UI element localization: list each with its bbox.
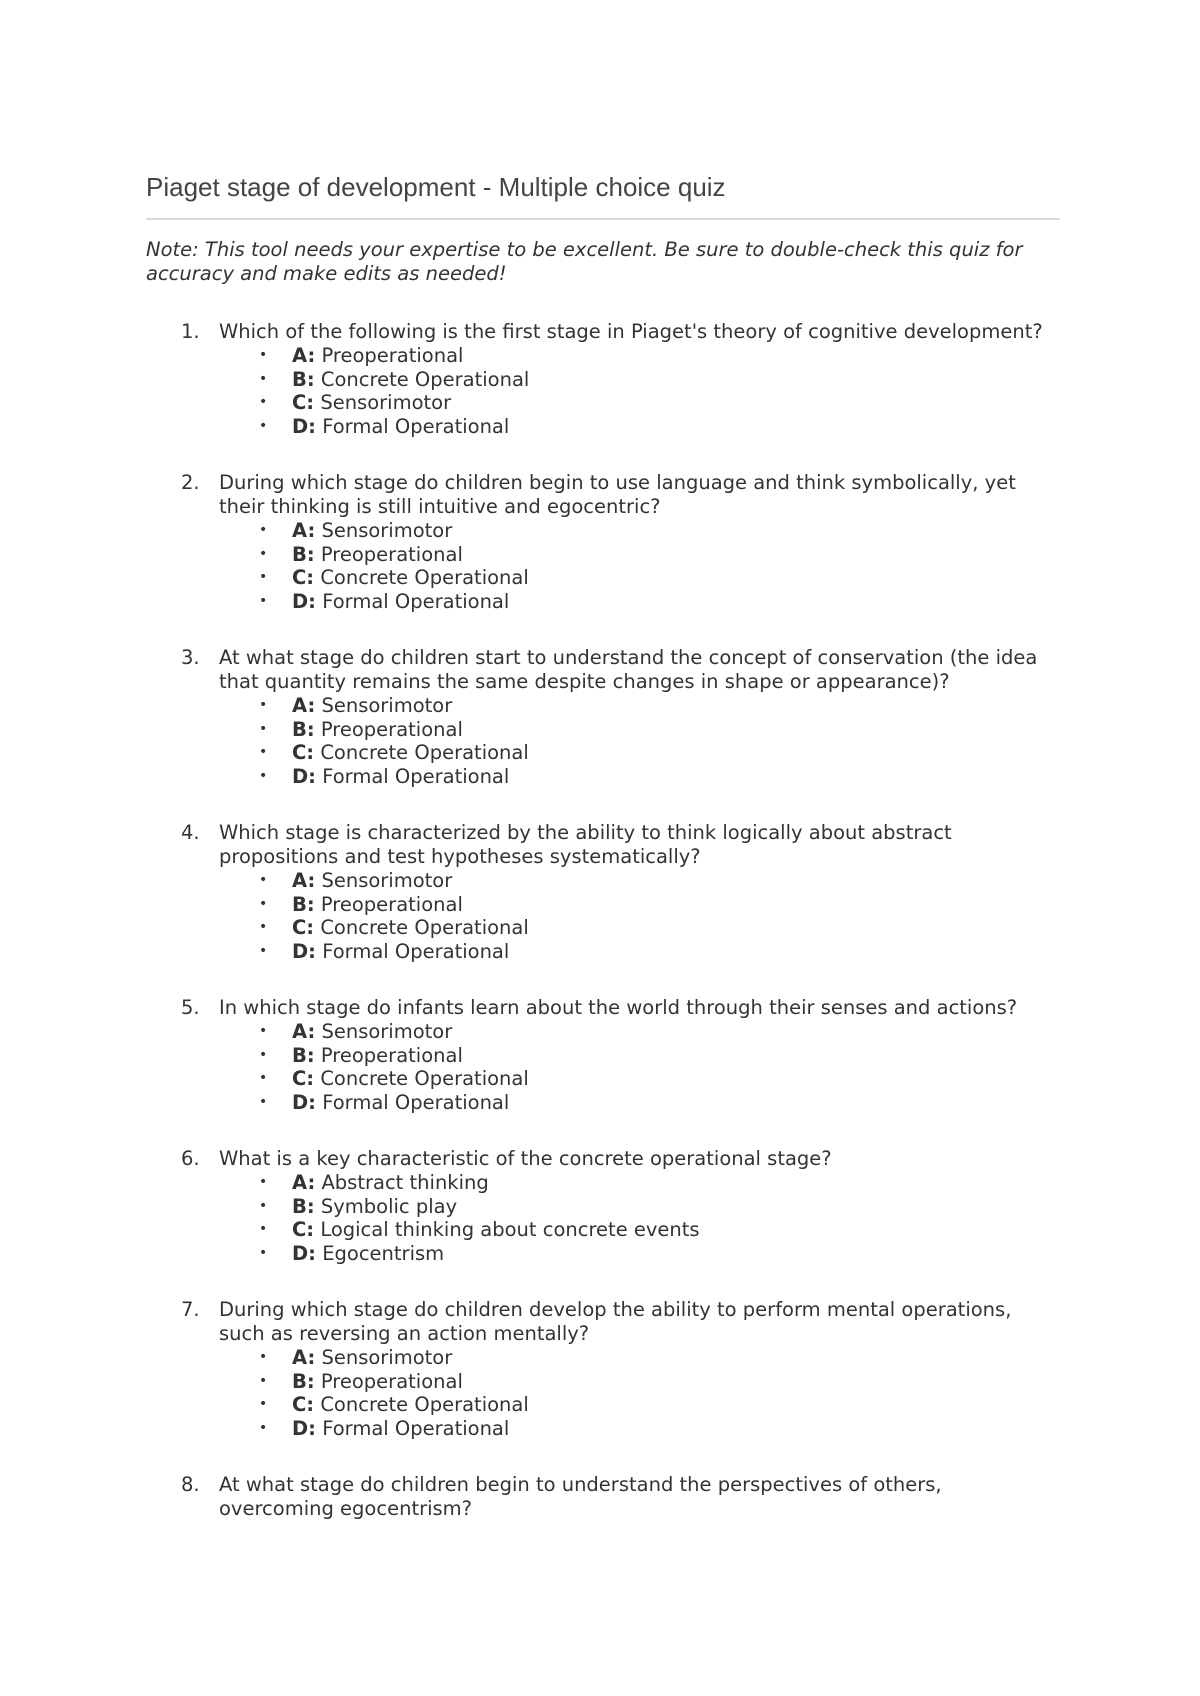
bullet-icon: • xyxy=(259,1093,268,1110)
answer-option xyxy=(219,1218,1060,1242)
bullet-icon: • xyxy=(259,1070,268,1086)
question-text: During which stage do children begin to use language and think symbolically, yet their thinking is still intuitive and egocentric? xyxy=(219,471,1016,518)
question-number: 8. xyxy=(181,1473,200,1496)
bullet-icon: • xyxy=(259,872,268,888)
question-item xyxy=(146,1298,1060,1440)
question-number: 1. xyxy=(181,320,200,343)
option-letter: C: xyxy=(292,391,315,414)
answer-option xyxy=(219,940,1060,964)
option-letter: B: xyxy=(292,542,315,566)
option-text: Sensorimotor xyxy=(321,519,453,542)
option-letter: B: xyxy=(292,1369,315,1393)
option-letter: C: xyxy=(292,1393,315,1416)
bullet-icon: • xyxy=(259,942,268,959)
option-text: Formal Operational xyxy=(322,414,510,438)
question-item xyxy=(146,1147,1060,1265)
option-letter: C: xyxy=(292,741,315,764)
answer-option xyxy=(219,1393,1060,1417)
answer-option xyxy=(219,415,1060,439)
bullet-icon: • xyxy=(259,1244,268,1261)
option-text: Formal Operational xyxy=(322,764,510,788)
page-title: Piaget stage of development - Multiple choice quiz xyxy=(146,170,1060,220)
bullet-icon: • xyxy=(259,1221,268,1237)
option-list xyxy=(219,1020,1060,1114)
bullet-icon: • xyxy=(259,522,268,538)
answer-option xyxy=(219,765,1060,789)
option-list xyxy=(219,344,1060,438)
option-letter: D: xyxy=(292,414,316,438)
bullet-icon: • xyxy=(259,347,268,363)
answer-option xyxy=(219,344,1060,368)
option-text: Formal Operational xyxy=(322,1416,510,1440)
option-text: Concrete Operational xyxy=(320,1067,529,1090)
question-item xyxy=(146,996,1060,1114)
option-text: Formal Operational xyxy=(322,939,510,963)
question-text: What is a key characteristic of the concrete operational stage? xyxy=(219,1147,832,1170)
answer-option xyxy=(219,1370,1060,1394)
answer-option xyxy=(219,916,1060,940)
answer-option xyxy=(219,1171,1060,1195)
question-number: 7. xyxy=(181,1298,200,1321)
answer-option xyxy=(219,519,1060,543)
question-text: During which stage do children develop the ability to perform mental operations, such as reversing an action mentally? xyxy=(219,1298,1012,1345)
option-letter: C: xyxy=(292,1067,315,1090)
bullet-icon: • xyxy=(259,697,268,713)
bullet-icon: • xyxy=(259,720,268,737)
option-text: Preoperational xyxy=(320,542,463,566)
option-text: Egocentrism xyxy=(322,1241,445,1265)
option-letter: B: xyxy=(292,1194,315,1218)
question-number: 3. xyxy=(181,646,200,669)
bullet-icon: • xyxy=(259,1349,268,1365)
answer-option xyxy=(219,1346,1060,1370)
answer-option xyxy=(219,1242,1060,1266)
option-letter: C: xyxy=(292,916,315,939)
question-text: Which stage is characterized by the ability to think logically about abstract propositions and test hypotheses systematically? xyxy=(219,821,952,868)
bullet-icon: • xyxy=(259,1023,268,1039)
question-item xyxy=(146,1473,1060,1521)
bullet-icon: • xyxy=(259,1197,268,1214)
question-number: 6. xyxy=(181,1147,200,1170)
document-page xyxy=(146,170,1060,1554)
option-letter: D: xyxy=(292,764,316,788)
option-text: Sensorimotor xyxy=(321,694,453,717)
bullet-icon: • xyxy=(259,569,268,585)
option-text: Preoperational xyxy=(320,1369,463,1393)
option-list xyxy=(219,1171,1060,1265)
question-number: 5. xyxy=(181,996,200,1019)
question-number: 4. xyxy=(181,821,200,844)
bullet-icon: • xyxy=(259,1174,268,1190)
option-text: Abstract thinking xyxy=(321,1171,489,1194)
option-text: Sensorimotor xyxy=(321,1346,453,1369)
option-text: Concrete Operational xyxy=(320,741,529,764)
answer-option xyxy=(219,1417,1060,1441)
option-letter: C: xyxy=(292,566,315,589)
answer-option xyxy=(219,566,1060,590)
option-list xyxy=(219,519,1060,613)
answer-option xyxy=(219,718,1060,742)
option-text: Sensorimotor xyxy=(321,869,453,892)
option-text: Preoperational xyxy=(320,892,463,916)
answer-option xyxy=(219,391,1060,415)
option-letter: B: xyxy=(292,367,315,391)
option-text: Preoperational xyxy=(320,717,463,741)
question-text: At what stage do children start to understand the concept of conservation (the idea that quantity remains the same despite changes in shape or appearance)? xyxy=(219,646,1038,693)
note-text: Note: This tool needs your expertise to be excellent. Be sure to double-check this quiz for accuracy and make edits as needed! xyxy=(146,238,1023,285)
option-letter: A: xyxy=(292,1171,316,1194)
option-letter: D: xyxy=(292,589,316,613)
bullet-icon: • xyxy=(259,592,268,609)
question-number: 2. xyxy=(181,471,200,494)
bullet-icon: • xyxy=(259,919,268,935)
option-letter: A: xyxy=(292,1346,316,1369)
question-item xyxy=(146,471,1060,613)
question-text: In which stage do infants learn about the world through their senses and actions? xyxy=(219,996,1018,1019)
option-list xyxy=(219,869,1060,963)
bullet-icon: • xyxy=(259,394,268,410)
option-text: Logical thinking about concrete events xyxy=(320,1218,700,1241)
option-text: Concrete Operational xyxy=(320,1393,529,1416)
option-letter: A: xyxy=(292,869,316,892)
question-item xyxy=(146,646,1060,788)
bullet-icon: • xyxy=(259,370,268,387)
option-text: Concrete Operational xyxy=(320,367,530,391)
bullet-icon: • xyxy=(259,895,268,912)
answer-option xyxy=(219,741,1060,765)
question-item xyxy=(146,821,1060,963)
option-letter: B: xyxy=(292,717,315,741)
answer-option xyxy=(219,1067,1060,1091)
answer-option xyxy=(219,1091,1060,1115)
option-text: Symbolic play xyxy=(320,1194,458,1218)
answer-option xyxy=(219,368,1060,392)
option-text: Formal Operational xyxy=(322,1090,510,1114)
answer-option xyxy=(219,1195,1060,1219)
answer-option xyxy=(219,694,1060,718)
option-letter: B: xyxy=(292,892,315,916)
bullet-icon: • xyxy=(259,1396,268,1412)
option-letter: A: xyxy=(292,1020,316,1043)
bullet-icon: • xyxy=(259,1419,268,1436)
question-text: At what stage do children begin to understand the perspectives of others, overcoming egocentrism? xyxy=(219,1473,942,1520)
bullet-icon: • xyxy=(259,744,268,760)
answer-option xyxy=(219,1020,1060,1044)
option-letter: D: xyxy=(292,939,316,963)
bullet-icon: • xyxy=(259,767,268,784)
question-item xyxy=(146,320,1060,438)
option-text: Sensorimotor xyxy=(321,1020,453,1043)
option-letter: A: xyxy=(292,519,316,542)
option-list xyxy=(219,1346,1060,1440)
option-text: Sensorimotor xyxy=(320,391,452,414)
option-letter: D: xyxy=(292,1416,316,1440)
option-letter: A: xyxy=(292,344,316,367)
bullet-icon: • xyxy=(259,1046,268,1063)
answer-option xyxy=(219,590,1060,614)
option-letter: B: xyxy=(292,1043,315,1067)
bullet-icon: • xyxy=(259,545,268,562)
option-text: Concrete Operational xyxy=(320,916,529,939)
question-text: Which of the following is the first stage in Piaget's theory of cognitive development? xyxy=(219,320,1043,343)
option-text: Preoperational xyxy=(321,344,464,367)
answer-option xyxy=(219,543,1060,567)
option-text: Concrete Operational xyxy=(320,566,529,589)
bullet-icon: • xyxy=(259,417,268,434)
option-text: Formal Operational xyxy=(322,589,510,613)
option-letter: D: xyxy=(292,1241,316,1265)
option-letter: D: xyxy=(292,1090,316,1114)
option-letter: A: xyxy=(292,694,316,717)
option-list xyxy=(219,694,1060,788)
option-letter: C: xyxy=(292,1218,315,1241)
option-text: Preoperational xyxy=(320,1043,463,1067)
answer-option xyxy=(219,869,1060,893)
question-list xyxy=(146,320,1060,1521)
bullet-icon: • xyxy=(259,1372,268,1389)
answer-option xyxy=(219,1044,1060,1068)
answer-option xyxy=(219,893,1060,917)
